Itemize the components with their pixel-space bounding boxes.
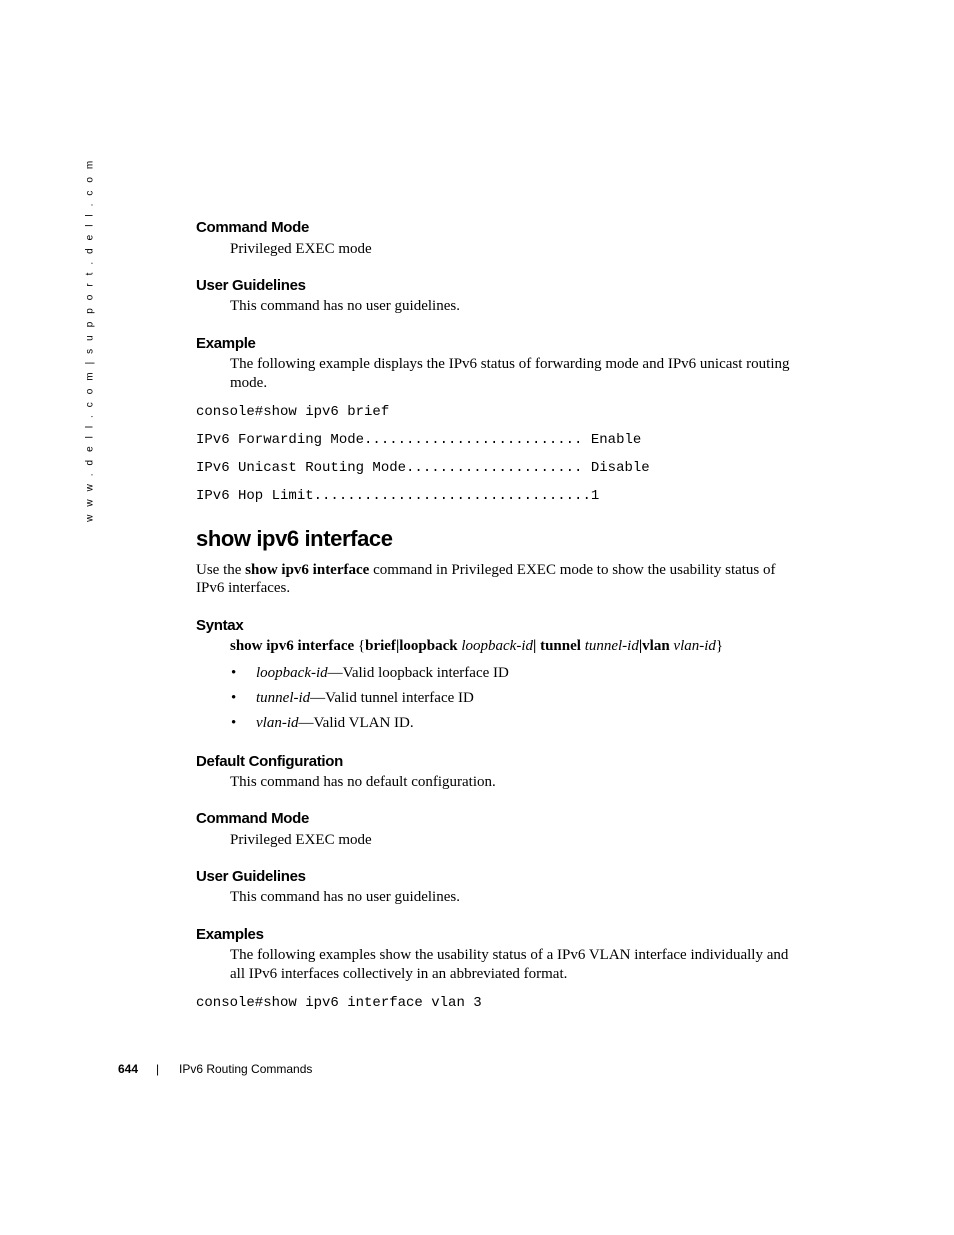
example-text-line-2: mode. bbox=[230, 375, 268, 391]
user-guidelines-text: This command has no user guidelines. bbox=[230, 889, 460, 905]
bullet-term: vlan-id bbox=[256, 715, 299, 731]
default-configuration-heading: Default Configuration bbox=[196, 753, 344, 770]
examples-text-line-2: all IPv6 interfaces collectively in an abbreviated format. bbox=[230, 966, 568, 982]
syntax-cmd: show ipv6 interface bbox=[230, 638, 355, 654]
syntax-brief: brief bbox=[365, 638, 396, 654]
section-title: show ipv6 interface bbox=[196, 526, 393, 551]
command-mode-text: Privileged EXEC mode bbox=[230, 241, 372, 257]
user-guidelines-heading: User Guidelines bbox=[196, 277, 306, 294]
bullet-icon: • bbox=[231, 665, 237, 681]
footer-chapter-title: IPv6 Routing Commands bbox=[179, 1062, 313, 1076]
examples-text-line-1: The following examples show the usability status of a IPv6 VLAN interface individually and bbox=[230, 947, 789, 963]
syntax-vlan: vlan bbox=[642, 638, 674, 654]
syntax-loopback-id: loopback-id bbox=[461, 638, 534, 654]
page-number: 644 bbox=[118, 1062, 139, 1076]
intro-post: command in Privileged EXEC mode to show the usability status of bbox=[369, 562, 776, 578]
intro-command: show ipv6 interface bbox=[245, 562, 370, 578]
bullet-term: tunnel-id bbox=[256, 690, 311, 706]
bullet-term: loopback-id bbox=[256, 665, 328, 681]
syntax-vlan-id: vlan-id bbox=[673, 638, 716, 654]
bullet-item bbox=[256, 690, 474, 707]
code-line: IPv6 Hop Limit.................................1 bbox=[196, 488, 600, 504]
intro-pre: Use the bbox=[196, 562, 246, 578]
bullet-icon: • bbox=[231, 690, 237, 706]
syntax-close: } bbox=[715, 638, 724, 654]
code-line: console#show ipv6 interface vlan 3 bbox=[196, 995, 482, 1011]
code-line: console#show ipv6 brief bbox=[196, 404, 390, 420]
footer-separator: | bbox=[156, 1062, 160, 1076]
example-text-line-1: The following example displays the IPv6 status of forwarding mode and IPv6 unicast routing bbox=[230, 356, 790, 372]
syntax-bar: | bbox=[533, 638, 541, 654]
bullet-desc: —Valid VLAN ID. bbox=[298, 715, 414, 731]
bullet-item bbox=[256, 665, 509, 682]
example-heading: Example bbox=[196, 335, 256, 352]
intro-line-2: IPv6 interfaces. bbox=[196, 580, 291, 596]
syntax-tunnel-id: tunnel-id bbox=[584, 638, 639, 654]
intro-line-1 bbox=[196, 561, 776, 580]
bullet-desc: —Valid loopback interface ID bbox=[327, 665, 509, 681]
command-mode-text: Privileged EXEC mode bbox=[230, 832, 372, 848]
default-configuration-text: This command has no default configuration. bbox=[230, 774, 496, 790]
command-mode-heading: Command Mode bbox=[196, 219, 310, 236]
syntax-loopback: loopback bbox=[399, 638, 462, 654]
code-line: IPv6 Unicast Routing Mode..................... Disable bbox=[196, 460, 650, 476]
code-line: IPv6 Forwarding Mode.......................... Enable bbox=[196, 432, 642, 448]
bullet-item bbox=[256, 715, 414, 732]
syntax-bar: | bbox=[395, 638, 400, 654]
syntax-bar: | bbox=[638, 638, 643, 654]
syntax-tunnel: tunnel bbox=[540, 638, 585, 654]
side-url-text: w w w . d e l l . c o m | s u p p o r t . d e l l . c o m bbox=[84, 158, 96, 522]
user-guidelines-text: This command has no user guidelines. bbox=[230, 298, 460, 314]
command-mode-heading: Command Mode bbox=[196, 810, 310, 827]
bullet-icon: • bbox=[231, 715, 237, 731]
syntax-heading: Syntax bbox=[196, 617, 244, 634]
user-guidelines-heading: User Guidelines bbox=[196, 868, 306, 885]
examples-heading: Examples bbox=[196, 926, 264, 943]
syntax-open: { bbox=[354, 638, 366, 654]
bullet-desc: —Valid tunnel interface ID bbox=[310, 690, 474, 706]
syntax-line bbox=[230, 637, 723, 656]
